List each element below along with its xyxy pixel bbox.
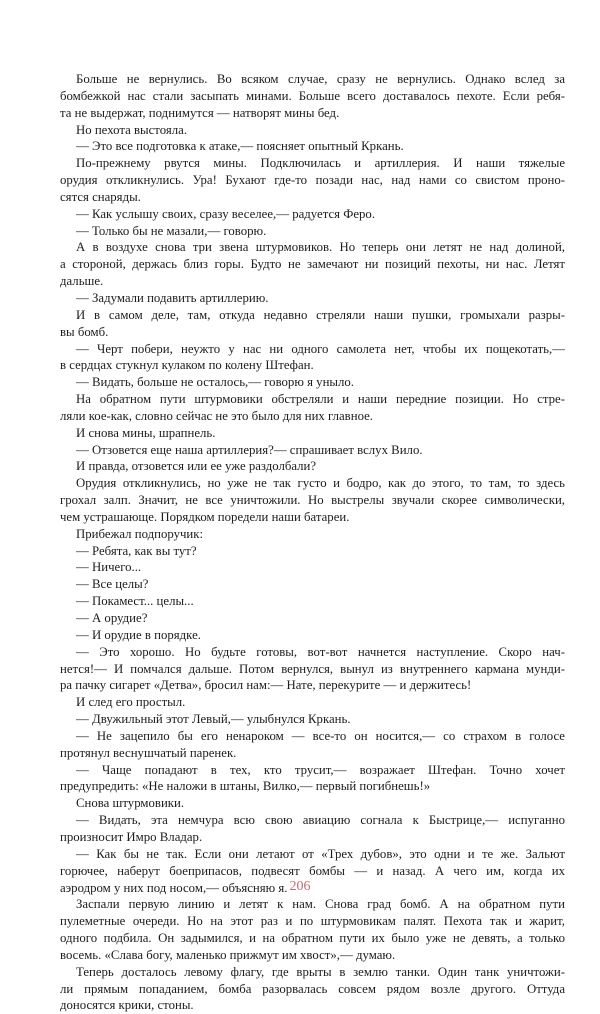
text-line: орудия откликнулись. Ура! Бухают где-то позади нас, над нами со свистом проно- — [60, 173, 565, 188]
text-line: — И орудие в порядке. — [76, 627, 201, 642]
text-line: в сердцах стукнул кулаком по колену Штефан. — [60, 358, 314, 373]
text-line: — Черт побери, неужто у нас ни одного самолета нет, чтобы их пощекотать,— — [76, 341, 565, 356]
text-line: восемь. «Слава богу, маленько прижмут им хвост»,— думаю. — [60, 947, 396, 962]
text-line: — Покамест... целы... — [76, 594, 194, 609]
text-line: бомбежкой нас стали засыпать минами. Больше всего доставалось пехоте. Если ребя- — [60, 88, 565, 103]
text-line: доносятся крики, стоны. — [60, 998, 194, 1013]
text-line: И в самом деле, там, откуда недавно стреляли наши пушки, громыхали разры- — [76, 307, 565, 322]
text-line: Прибежал подпоручик: — [76, 526, 204, 541]
text-line: произносит Имро Владар. — [60, 829, 203, 844]
text-line: предупредить: «Не наложи в штаны, Вилко,— первый погибнешь!» — [60, 779, 431, 794]
text-line: аэродром у них под носом,— объясняю я. — [60, 880, 288, 895]
text-line: По-прежнему рвутся мины. Подключилась и артиллерия. И наши тяжелые — [76, 156, 565, 171]
text-line: И правда, отзовется или ее уже раздолбали? — [76, 459, 317, 474]
text-line: пулеметные очереди. Но на этот раз и по штурмовикам палят. Пехота так и жарит, — [60, 914, 565, 929]
text-line: Орудия откликнулись, но уже не так густо и бодро, как до этого, то там, то здесь — [76, 476, 565, 491]
text-line: — Это хорошо. Но будьте готовы, вот-вот начнется наступление. Скоро нач- — [76, 644, 565, 659]
text-line: — Как услышу своих, сразу веселее,— радуется Феро. — [76, 206, 376, 221]
text-line: ра пачку сигарет «Детва», бросил нам:— Нате, перекурите — и держитесь! — [60, 678, 472, 693]
text-line: горючее, наберут боеприпасов, подвесят бомбы — и назад. А чего им, когда их — [60, 863, 565, 878]
text-line: нется!— И помчался дальше. Потом вернулся, вынул из внутреннего кармана мунди- — [60, 661, 565, 676]
text-line: — Отзовется еще наша артиллерия?— спрашивает вслух Вило. — [76, 442, 423, 457]
text-line: И снова мины, шрапнель. — [76, 425, 216, 440]
text-line: та не выдержат, поднимутся — натворят мины бед. — [60, 105, 340, 120]
text-line: вы бомб. — [60, 324, 109, 339]
text-line: — Видать, больше не осталось,— говорю я уныло. — [76, 375, 354, 390]
text-line: Но пехота выстояла. — [76, 122, 188, 137]
text-line: ли прямым попаданием, бомба разорвалась совсем рядом возле другого. Оттуда — [60, 981, 565, 996]
text-line: — Чаще попадают в тех, кто трусит,— возражает Штефан. Точно хочет — [76, 762, 565, 777]
text-line: — А орудие? — [76, 611, 148, 625]
text-line: На обратном пути штурмовики обстреляли и наши передние позиции. Но стре- — [76, 392, 565, 407]
text-line: чем устрашающе. Порядком поредели наши батареи. — [60, 509, 350, 524]
text-line: ляли кое-как, словно сейчас не это было для них главное. — [60, 408, 373, 423]
text-line: — Двужильный этот Левый,— улыбнулся Кркань. — [76, 712, 351, 727]
text-line: — Все целы? — [76, 577, 149, 592]
text-line: — Как бы не так. Если они летают от «Трех дубов», это одни и те же. Зальют — [76, 846, 565, 861]
text-line: протянул веснушчатый паренек. — [60, 745, 237, 760]
text-line: — Ничего... — [76, 560, 142, 575]
text-line: — Задумали подавить артиллерию. — [76, 290, 269, 305]
body-text — [60, 71, 565, 1014]
text-line: — Видать, эта немчура всю свою авиацию согнала к Быстрице,— испуганно — [76, 813, 565, 828]
text-line: — Ребята, как вы тут? — [76, 543, 197, 558]
text-line: Заспали первую линию и летят к нам. Снова град бомб. А на обратном пути — [76, 897, 565, 912]
text-line: дальше. — [60, 274, 104, 289]
text-line: — Это все подготовка к атаке,— поясняет опытный Кркань. — [76, 139, 404, 154]
text-line: Снова штурмовики. — [76, 796, 185, 811]
text-line: — Только бы не мазали,— говорю. — [76, 223, 267, 238]
page-number: 206 — [289, 879, 311, 894]
text-line: И след его простыл. — [76, 695, 186, 710]
text-line: Больше не вернулись. Во всяком случае, сразу не вернулись. Однако вслед за — [76, 72, 565, 86]
text-line: А в воздухе снова три звена штурмовиков. Но теперь они летят не над долиной, — [76, 240, 565, 255]
text-line: грохал залп. Значит, не все уничтожили. Но выстрелы звучали скорее символически, — [60, 493, 565, 508]
text-line: — Не зацепило бы его ненароком — все-то он носится,— со страхом в голосе — [76, 728, 565, 743]
text-line: одного подбила. Он задымился, и на обратном пути их было уже не девять, а только — [60, 931, 565, 946]
text-line: Теперь досталось левому флагу, где врыты в землю танки. Один танк уничтожи- — [76, 964, 565, 979]
text-line: а стороной, держась близ горы. Будто не замечают ни позиций пехоты, ни нас. Летят — [60, 257, 565, 272]
text-line: сятся снаряды. — [60, 189, 141, 204]
